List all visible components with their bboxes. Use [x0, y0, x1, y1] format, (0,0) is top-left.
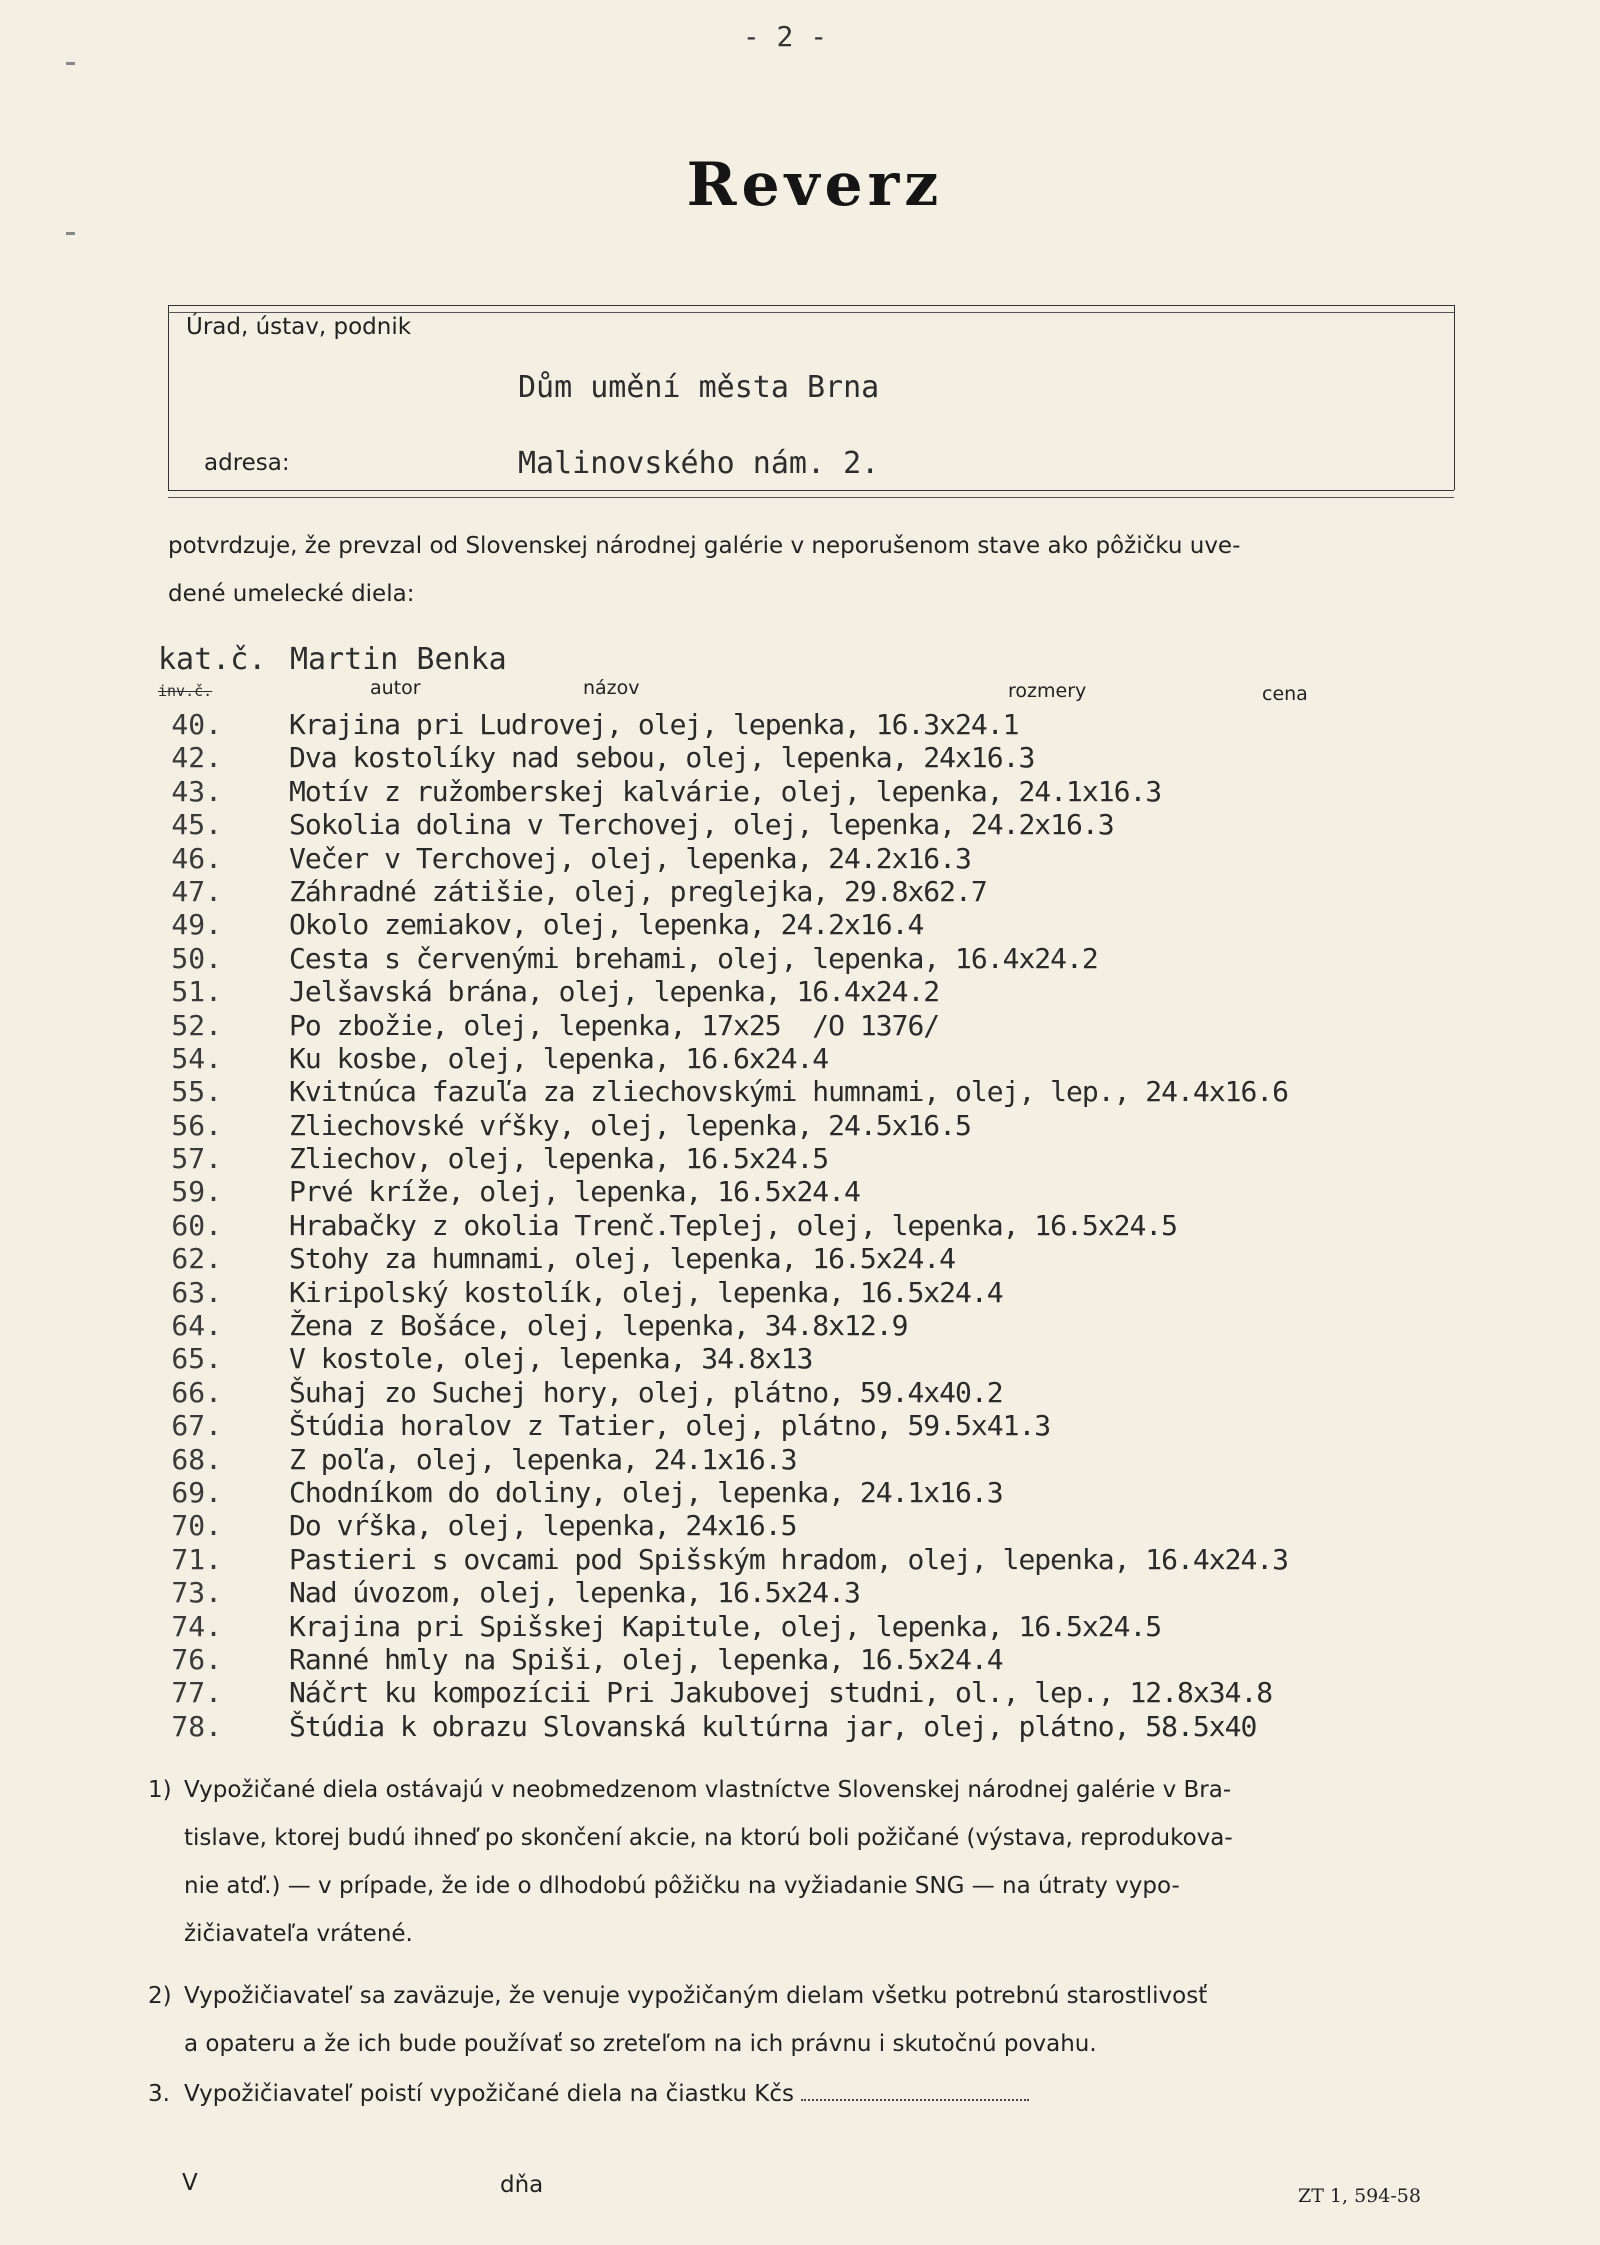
- institution-label: Úrad, ústav, podnik: [186, 314, 412, 340]
- place-label: V: [182, 2170, 198, 2196]
- item-number: 63.: [171, 1275, 222, 1309]
- item-text: Z poľa, olej, lepenka, 24.1x16.3: [289, 1442, 797, 1476]
- box-rule: [168, 497, 1454, 498]
- item-text: Sokolia dolina v Terchovej, olej, lepenka, 24.2x16.3: [289, 808, 1114, 842]
- list-item: [150, 1509, 1540, 1542]
- item-number: 66.: [171, 1375, 222, 1409]
- condition-number: 1): [148, 1777, 172, 1803]
- list-item: [150, 1342, 1540, 1375]
- list-item: [150, 1276, 1540, 1309]
- item-text: Žena z Bošáce, olej, lepenka, 34.8x12.9: [289, 1309, 908, 1343]
- item-number: 46.: [171, 841, 222, 875]
- item-number: 50.: [171, 941, 222, 975]
- item-text: V kostole, olej, lepenka, 34.8x13: [289, 1342, 813, 1376]
- list-item: [150, 1209, 1540, 1242]
- condition-line: tislave, ktorej budú ihneď po skončení akcie, na ktorú boli požičané (výstava, reprodukova-: [184, 1825, 1233, 1851]
- item-number: 45.: [171, 808, 222, 842]
- item-number: 64.: [171, 1309, 222, 1343]
- list-item: [150, 1543, 1540, 1576]
- condition-text: [184, 1766, 1444, 1958]
- condition-line: Vypožičané diela ostávajú v neobmedzenom vlastníctve Slovenskej národnej galérie v Bra-: [184, 1777, 1232, 1803]
- list-item: [150, 808, 1540, 841]
- list-item: [150, 942, 1540, 975]
- item-number: 56.: [171, 1108, 222, 1142]
- item-number: 59.: [171, 1175, 222, 1209]
- author-label: autor: [370, 677, 421, 699]
- item-text: Hrabačky z okolia Trenč.Teplej, olej, lepenka, 16.5x24.5: [289, 1208, 1178, 1242]
- list-item: [150, 741, 1540, 774]
- item-text: Záhradné zátišie, olej, preglejka, 29.8x62.7: [289, 874, 987, 908]
- item-number: 52.: [171, 1008, 222, 1042]
- cat-label: kat.č.: [158, 642, 267, 677]
- item-number: 77.: [171, 1676, 222, 1710]
- item-number: 62.: [171, 1242, 222, 1276]
- list-item: [150, 1242, 1540, 1275]
- item-number: 74.: [171, 1609, 222, 1643]
- item-number: 47.: [171, 874, 222, 908]
- list-item: [150, 1075, 1540, 1108]
- condition-line: Vypožičiavateľ poistí vypožičané diela na čiastku Kčs: [184, 2081, 794, 2107]
- item-text: Stohy za humnami, olej, lepenka, 16.5x24.4: [289, 1242, 956, 1276]
- price-label: cena: [1262, 683, 1308, 705]
- item-text: Náčrt ku kompozícii Pri Jakubovej studni, ol., lep., 12.8x34.8: [289, 1676, 1273, 1710]
- list-item: [150, 1610, 1540, 1643]
- list-item: [150, 1409, 1540, 1442]
- list-item: [150, 1443, 1540, 1476]
- list-item: [150, 1643, 1540, 1676]
- punch-mark: [66, 62, 75, 65]
- item-text: Kvitnúca fazuľa za zliechovskými humnami, olej, lep., 24.4x16.6: [289, 1075, 1289, 1109]
- item-text: Chodníkom do doliny, olej, lepenka, 24.1x16.3: [289, 1475, 1003, 1509]
- list-item: [150, 975, 1540, 1008]
- item-number: 76.: [171, 1642, 222, 1676]
- item-text: Prvé kríže, olej, lepenka, 16.5x24.4: [289, 1175, 860, 1209]
- item-text: Šuhaj zo Suchej hory, olej, plátno, 59.4x40.2: [289, 1375, 1003, 1409]
- page-number: - 2 -: [742, 20, 828, 53]
- intro-text: [168, 522, 1468, 618]
- list-item: [150, 875, 1540, 908]
- list-item: [150, 1476, 1540, 1509]
- list-item: [150, 775, 1540, 808]
- item-number: 42.: [171, 741, 222, 775]
- item-text: Štúdia k obrazu Slovanská kultúrna jar, olej, plátno, 58.5x40: [289, 1709, 1257, 1743]
- artwork-list: [150, 708, 1540, 1743]
- item-number: 49.: [171, 908, 222, 942]
- item-text: Okolo zemiakov, olej, lepenka, 24.2x16.4: [289, 908, 924, 942]
- condition-number: 3.: [148, 2081, 170, 2107]
- list-item: [150, 908, 1540, 941]
- list-item: [150, 1309, 1540, 1342]
- item-text: Po zbožie, olej, lepenka, 17x25 /O 1376/: [289, 1008, 940, 1042]
- item-number: 67.: [171, 1409, 222, 1443]
- item-text: Zliechovské vŕšky, olej, lepenka, 24.5x16.5: [289, 1108, 971, 1142]
- item-number: 43.: [171, 774, 222, 808]
- list-item: [150, 1576, 1540, 1609]
- box-rule: [168, 312, 1454, 313]
- author-value: Martin Benka: [290, 642, 507, 677]
- item-number: 40.: [171, 708, 222, 741]
- item-text: Jelšavská brána, olej, lepenka, 16.4x24.2: [289, 975, 940, 1009]
- item-text: Pastieri s ovcami pod Spišským hradom, olej, lepenka, 16.4x24.3: [289, 1542, 1289, 1576]
- item-number: 73.: [171, 1576, 222, 1610]
- box-rule: [168, 305, 1454, 306]
- list-item: [150, 1142, 1540, 1175]
- institution-value: Dům umění města Brna: [518, 370, 880, 405]
- list-item: [150, 1109, 1540, 1142]
- item-text: Krajina pri Spišskej Kapitule, olej, lepenka, 16.5x24.5: [289, 1609, 1162, 1643]
- list-item: [150, 842, 1540, 875]
- item-number: 60.: [171, 1208, 222, 1242]
- item-text: Ranné hmly na Spiši, olej, lepenka, 16.5x24.4: [289, 1642, 1003, 1676]
- condition-line: žičiavateľa vrátené.: [184, 1921, 413, 1947]
- condition-text: [184, 2070, 1444, 2118]
- item-number: 65.: [171, 1342, 222, 1376]
- form-code: ZT 1, 594-58: [1298, 2185, 1421, 2207]
- item-text: Cesta s červenými brehami, olej, lepenka, 16.4x24.2: [289, 941, 1098, 975]
- intro-line: potvrdzuje, že prevzal od Slovenskej národnej galérie v neporušenom stave ako pôžičku uve-: [168, 533, 1241, 559]
- list-item: [150, 708, 1540, 741]
- address-label: adresa:: [204, 450, 290, 476]
- condition-line: nie atď.) — v prípade, že ide o dlhodobú pôžičku na vyžiadanie SNG — na útraty vypo-: [184, 1873, 1180, 1899]
- item-number: 55.: [171, 1075, 222, 1109]
- condition-number: 2): [148, 1983, 172, 2009]
- list-item: [150, 1376, 1540, 1409]
- intro-line: dené umelecké diela:: [168, 581, 415, 607]
- list-item: [150, 1676, 1540, 1709]
- item-number: 70.: [171, 1509, 222, 1543]
- item-number: 69.: [171, 1475, 222, 1509]
- size-label: rozmery: [1008, 680, 1087, 702]
- item-text: Krajina pri Ludrovej, olej, lepenka, 16.3x24.1: [289, 708, 1019, 741]
- day-label: dňa: [500, 2172, 544, 2198]
- condition-text: [184, 1972, 1444, 2068]
- item-number: 54.: [171, 1041, 222, 1075]
- address-value: Malinovského nám. 2.: [518, 446, 880, 481]
- list-item: [150, 1175, 1540, 1208]
- item-number: 71.: [171, 1542, 222, 1576]
- condition-line: a opateru a že ich bude používať so zreteľom na ich právnu i skutočnú povahu.: [184, 2031, 1097, 2057]
- box-rule: [168, 490, 1454, 491]
- item-text: Ku kosbe, olej, lepenka, 16.6x24.4: [289, 1041, 829, 1075]
- item-text: Do vŕška, olej, lepenka, 24x16.5: [289, 1509, 797, 1543]
- item-text: Kiripolský kostolík, olej, lepenka, 16.5x24.4: [289, 1275, 1003, 1309]
- item-text: Štúdia horalov z Tatier, olej, plátno, 59.5x41.3: [289, 1409, 1051, 1443]
- item-text: Dva kostolíky nad sebou, olej, lepenka, 24x16.3: [289, 741, 1035, 775]
- punch-mark: [66, 232, 75, 235]
- list-item: [150, 1042, 1540, 1075]
- condition-line: Vypožičiavateľ sa zaväzuje, že venuje vypožičaným dielam všetku potrebnú starostlivosť: [184, 1983, 1208, 2009]
- item-number: 78.: [171, 1709, 222, 1743]
- item-number: 57.: [171, 1142, 222, 1176]
- insurance-amount-field[interactable]: [801, 2081, 1029, 2101]
- item-text: Zliechov, olej, lepenka, 16.5x24.5: [289, 1142, 829, 1176]
- inv-label: inv.č.: [158, 682, 213, 700]
- title-label: názov: [583, 677, 640, 699]
- item-text: Motív z ružomberskej kalvárie, olej, lepenka, 24.1x16.3: [289, 774, 1162, 808]
- page-title: Reverz: [686, 150, 944, 220]
- list-item: [150, 1710, 1540, 1743]
- item-number: 68.: [171, 1442, 222, 1476]
- item-text: Večer v Terchovej, olej, lepenka, 24.2x16.3: [289, 841, 971, 875]
- item-text: Nad úvozom, olej, lepenka, 16.5x24.3: [289, 1576, 860, 1610]
- item-number: 51.: [171, 975, 222, 1009]
- list-item: [150, 1009, 1540, 1042]
